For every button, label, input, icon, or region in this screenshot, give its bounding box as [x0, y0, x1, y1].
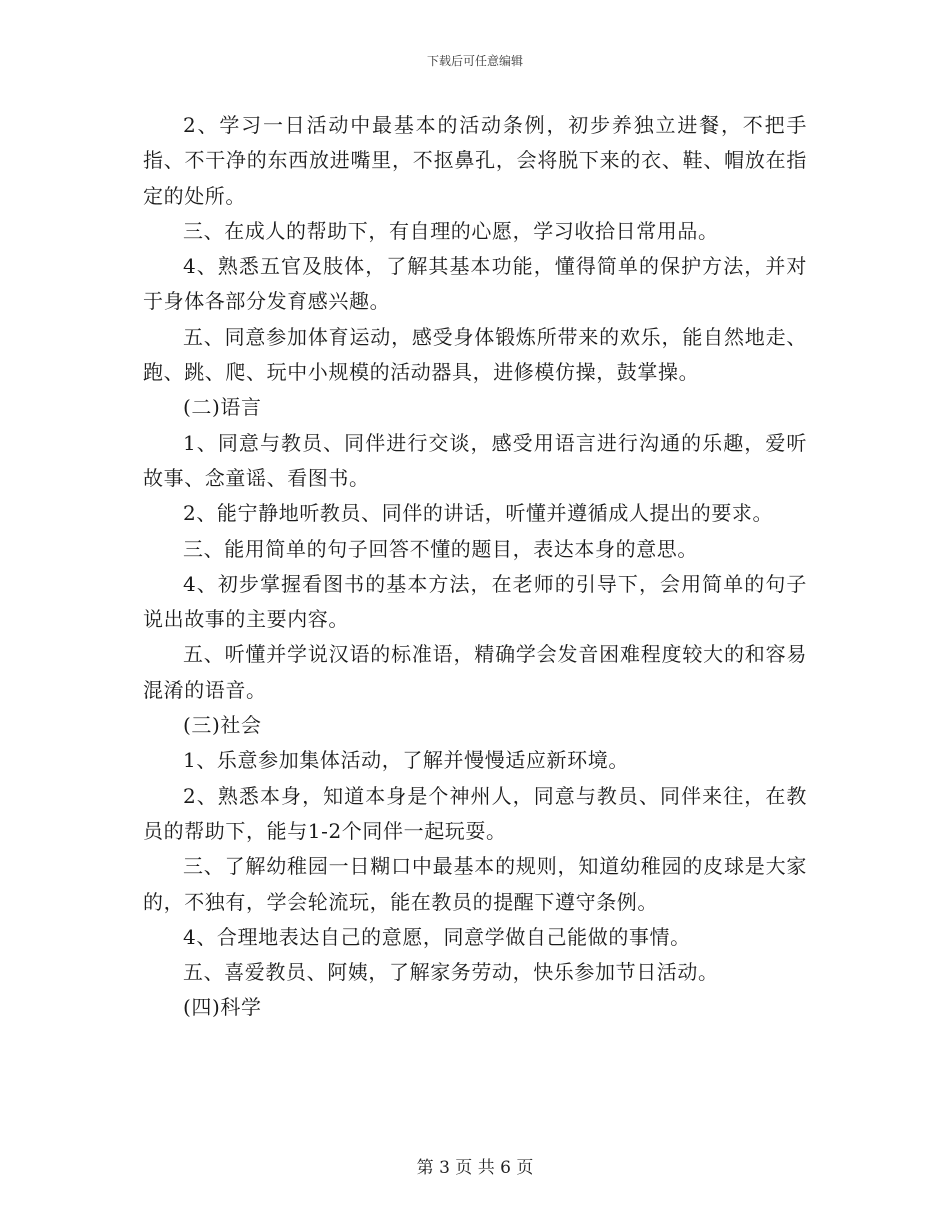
- section-heading: (四)科学: [183, 995, 262, 1020]
- section-heading: (三)社会: [183, 713, 262, 738]
- paragraph: 1、乐意参加集体活动，了解并慢慢适应新环境。: [183, 748, 629, 773]
- paragraph: 1、同意与教员、同伴进行交谈，感受用语言进行沟通的乐趣，爱听故事、念童谣、看图书。: [143, 430, 807, 490]
- page-header: 下载后可任意编辑: [426, 54, 523, 68]
- document-body: [143, 108, 807, 1026]
- paragraph: 五、同意参加体育运动，感受身体锻炼所带来的欢乐，能自然地走、跑、跳、爬、玩中小规模的活动器具，进修模仿操，鼓掌操。: [143, 324, 807, 385]
- page-number-footer: 第 3 页 共 6 页: [416, 1158, 534, 1178]
- paragraph: 4、熟悉五官及肢体，了解其基本功能，懂得简单的保护方法，并对于身体各部分发育感兴趣。: [143, 254, 807, 314]
- paragraph: 三、在成人的帮助下，有自理的心愿，学习收拾日常用品。: [183, 218, 719, 243]
- paragraph: 三、能用简单的句子回答不懂的题目，表达本身的意思。: [183, 536, 698, 561]
- paragraph: 4、合理地表达自己的意愿，同意学做自己能做的事情。: [183, 924, 691, 949]
- paragraph: 三、了解幼稚园一日糊口中最基本的规则，知道幼稚园的皮球是大家的，不独有，学会轮流玩，能在教员的提醒下遵守条例。: [143, 854, 807, 914]
- paragraph: 4、初步掌握看图书的基本方法，在老师的引导下，会用简单的句子说出故事的主要内容。: [143, 571, 807, 632]
- paragraph: 五、喜爱教员、阿姨，了解家务劳动，快乐参加节日活动。: [183, 960, 719, 985]
- paragraph: 2、学习一日活动中最基本的活动条例，初步养独立进餐，不把手指、不干净的东西放进嘴里，不抠鼻孔，会将脱下来的衣、鞋、帽放在指定的处所。: [143, 113, 807, 208]
- section-heading: (二)语言: [183, 395, 262, 420]
- paragraph: 五、听懂并学说汉语的标准语，精确学会发音困难程度较大的和容易混淆的语音。: [143, 642, 807, 702]
- paragraph: 2、能宁静地听教员、同伴的讲话，听懂并遵循成人提出的要求。: [183, 501, 774, 526]
- paragraph: 2、熟悉本身，知道本身是个神州人，同意与教员、同伴来往，在教员的帮助下，能与1-2个同伴一起玩耍。: [143, 783, 807, 843]
